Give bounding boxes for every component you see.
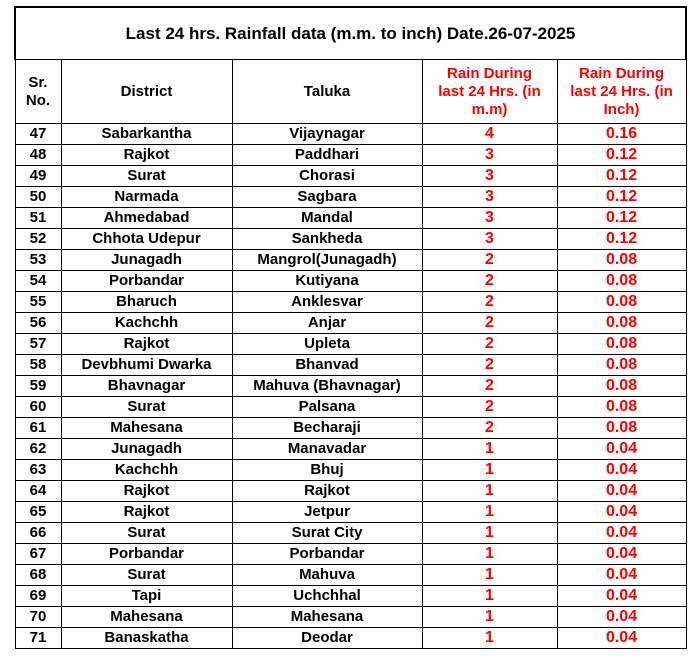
rain-mm-cell: 2	[422, 418, 557, 439]
rain-mm-cell: 3	[422, 145, 557, 166]
rain-inch-cell: 0.12	[557, 229, 686, 250]
rain-mm-cell: 3	[422, 208, 557, 229]
header-taluka: Taluka	[232, 60, 422, 124]
sr-cell: 66	[15, 523, 61, 544]
sr-cell: 70	[15, 607, 61, 628]
district-cell: Rajkot	[61, 334, 232, 355]
rain-mm-cell: 2	[422, 313, 557, 334]
taluka-cell: Mahesana	[232, 607, 422, 628]
taluka-cell: Chorasi	[232, 166, 422, 187]
taluka-cell: Becharaji	[232, 418, 422, 439]
taluka-cell: Sagbara	[232, 187, 422, 208]
sr-cell: 51	[15, 208, 61, 229]
rain-inch-cell: 0.04	[557, 628, 686, 649]
taluka-cell: Kutiyana	[232, 271, 422, 292]
header-rain-inch: Rain During last 24 Hrs. (in Inch)	[557, 60, 686, 124]
table-row	[15, 502, 686, 523]
taluka-cell: Bhanvad	[232, 355, 422, 376]
table-row	[15, 523, 686, 544]
rain-inch-cell: 0.04	[557, 502, 686, 523]
rain-mm-cell: 2	[422, 271, 557, 292]
district-cell: Chhota Udepur	[61, 229, 232, 250]
rain-mm-cell: 2	[422, 355, 557, 376]
taluka-cell: Jetpur	[232, 502, 422, 523]
district-cell: Mahesana	[61, 418, 232, 439]
rain-inch-cell: 0.08	[557, 418, 686, 439]
taluka-cell: Deodar	[232, 628, 422, 649]
table-row	[15, 544, 686, 565]
table-row	[15, 439, 686, 460]
table-row	[15, 628, 686, 649]
taluka-cell: Mandal	[232, 208, 422, 229]
table-row	[15, 208, 686, 229]
table-row	[15, 292, 686, 313]
sr-cell: 59	[15, 376, 61, 397]
taluka-cell: Mahuva (Bhavnagar)	[232, 376, 422, 397]
sr-cell: 47	[15, 124, 61, 145]
rain-inch-cell: 0.08	[557, 334, 686, 355]
rain-inch-cell: 0.04	[557, 460, 686, 481]
district-cell: Surat	[61, 565, 232, 586]
table-row	[15, 607, 686, 628]
header-rain-mm: Rain During last 24 Hrs. (in m.m)	[422, 60, 557, 124]
sr-cell: 61	[15, 418, 61, 439]
sr-cell: 48	[15, 145, 61, 166]
rain-mm-cell: 1	[422, 481, 557, 502]
rain-inch-cell: 0.08	[557, 376, 686, 397]
sr-cell: 53	[15, 250, 61, 271]
sr-cell: 63	[15, 460, 61, 481]
district-cell: Ahmedabad	[61, 208, 232, 229]
table-row	[15, 565, 686, 586]
table-title: Last 24 hrs. Rainfall data (m.m. to inch) Date.26-07-2025	[15, 7, 686, 60]
rain-mm-cell: 2	[422, 292, 557, 313]
district-cell: Devbhumi Dwarka	[61, 355, 232, 376]
header-district: District	[61, 60, 232, 124]
sr-cell: 58	[15, 355, 61, 376]
table-row	[15, 124, 686, 145]
district-cell: Surat	[61, 166, 232, 187]
rain-mm-cell: 3	[422, 187, 557, 208]
rain-inch-cell: 0.12	[557, 187, 686, 208]
rain-mm-cell: 1	[422, 628, 557, 649]
rain-inch-cell: 0.04	[557, 439, 686, 460]
rain-mm-cell: 2	[422, 376, 557, 397]
district-cell: Mahesana	[61, 607, 232, 628]
table-row	[15, 460, 686, 481]
taluka-cell: Manavadar	[232, 439, 422, 460]
rain-mm-cell: 1	[422, 586, 557, 607]
rain-mm-cell: 3	[422, 229, 557, 250]
table-row	[15, 313, 686, 334]
sr-cell: 65	[15, 502, 61, 523]
table-row	[15, 145, 686, 166]
rain-inch-cell: 0.04	[557, 586, 686, 607]
rain-inch-cell: 0.04	[557, 544, 686, 565]
district-cell: Rajkot	[61, 481, 232, 502]
sr-cell: 71	[15, 628, 61, 649]
district-cell: Porbandar	[61, 271, 232, 292]
header-row	[15, 60, 686, 124]
district-cell: Banaskatha	[61, 628, 232, 649]
rain-inch-cell: 0.08	[557, 250, 686, 271]
rain-inch-cell: 0.12	[557, 166, 686, 187]
sr-cell: 49	[15, 166, 61, 187]
district-cell: Tapi	[61, 586, 232, 607]
rain-mm-cell: 1	[422, 523, 557, 544]
district-cell: Bharuch	[61, 292, 232, 313]
rain-mm-cell: 2	[422, 334, 557, 355]
district-cell: Sabarkantha	[61, 124, 232, 145]
sr-cell: 62	[15, 439, 61, 460]
rain-inch-cell: 0.16	[557, 124, 686, 145]
table-row	[15, 481, 686, 502]
sr-cell: 52	[15, 229, 61, 250]
header-sr-no: Sr. No.	[15, 60, 61, 124]
district-cell: Kachchh	[61, 313, 232, 334]
sr-cell: 54	[15, 271, 61, 292]
taluka-cell: Bhuj	[232, 460, 422, 481]
sr-cell: 50	[15, 187, 61, 208]
rain-mm-cell: 1	[422, 607, 557, 628]
taluka-cell: Sankheda	[232, 229, 422, 250]
rain-inch-cell: 0.04	[557, 565, 686, 586]
sr-cell: 69	[15, 586, 61, 607]
taluka-cell: Paddhari	[232, 145, 422, 166]
district-cell: Surat	[61, 523, 232, 544]
taluka-cell: Anklesvar	[232, 292, 422, 313]
table-row	[15, 397, 686, 418]
rain-inch-cell: 0.08	[557, 397, 686, 418]
rain-mm-cell: 4	[422, 124, 557, 145]
table-row	[15, 271, 686, 292]
rain-mm-cell: 1	[422, 565, 557, 586]
table-row	[15, 229, 686, 250]
rainfall-table	[14, 6, 687, 649]
district-cell: Surat	[61, 397, 232, 418]
table-body	[15, 124, 686, 649]
rain-mm-cell: 1	[422, 460, 557, 481]
district-cell: Rajkot	[61, 145, 232, 166]
taluka-cell: Vijaynagar	[232, 124, 422, 145]
sr-cell: 60	[15, 397, 61, 418]
rain-inch-cell: 0.12	[557, 208, 686, 229]
taluka-cell: Mangrol(Junagadh)	[232, 250, 422, 271]
rain-inch-cell: 0.04	[557, 607, 686, 628]
rain-mm-cell: 2	[422, 250, 557, 271]
table-row	[15, 250, 686, 271]
sr-cell: 67	[15, 544, 61, 565]
rain-mm-cell: 1	[422, 544, 557, 565]
rain-inch-cell: 0.08	[557, 292, 686, 313]
taluka-cell: Anjar	[232, 313, 422, 334]
taluka-cell: Upleta	[232, 334, 422, 355]
sr-cell: 64	[15, 481, 61, 502]
table-row	[15, 166, 686, 187]
table-row	[15, 376, 686, 397]
sr-cell: 56	[15, 313, 61, 334]
district-cell: Rajkot	[61, 502, 232, 523]
district-cell: Kachchh	[61, 460, 232, 481]
rain-inch-cell: 0.12	[557, 145, 686, 166]
district-cell: Junagadh	[61, 250, 232, 271]
table-row	[15, 418, 686, 439]
taluka-cell: Palsana	[232, 397, 422, 418]
taluka-cell: Porbandar	[232, 544, 422, 565]
rain-mm-cell: 3	[422, 166, 557, 187]
table-row	[15, 187, 686, 208]
rain-mm-cell: 2	[422, 397, 557, 418]
sr-cell: 57	[15, 334, 61, 355]
district-cell: Porbandar	[61, 544, 232, 565]
rain-inch-cell: 0.08	[557, 313, 686, 334]
table-row	[15, 334, 686, 355]
rain-inch-cell: 0.04	[557, 523, 686, 544]
rainfall-report	[14, 6, 685, 649]
district-cell: Bhavnagar	[61, 376, 232, 397]
rain-inch-cell: 0.08	[557, 355, 686, 376]
sr-cell: 55	[15, 292, 61, 313]
taluka-cell: Surat City	[232, 523, 422, 544]
taluka-cell: Rajkot	[232, 481, 422, 502]
rain-mm-cell: 1	[422, 439, 557, 460]
rain-inch-cell: 0.08	[557, 271, 686, 292]
table-row	[15, 355, 686, 376]
rain-mm-cell: 1	[422, 502, 557, 523]
district-cell: Junagadh	[61, 439, 232, 460]
rain-inch-cell: 0.04	[557, 481, 686, 502]
sr-cell: 68	[15, 565, 61, 586]
taluka-cell: Mahuva	[232, 565, 422, 586]
district-cell: Narmada	[61, 187, 232, 208]
table-row	[15, 586, 686, 607]
taluka-cell: Uchchhal	[232, 586, 422, 607]
